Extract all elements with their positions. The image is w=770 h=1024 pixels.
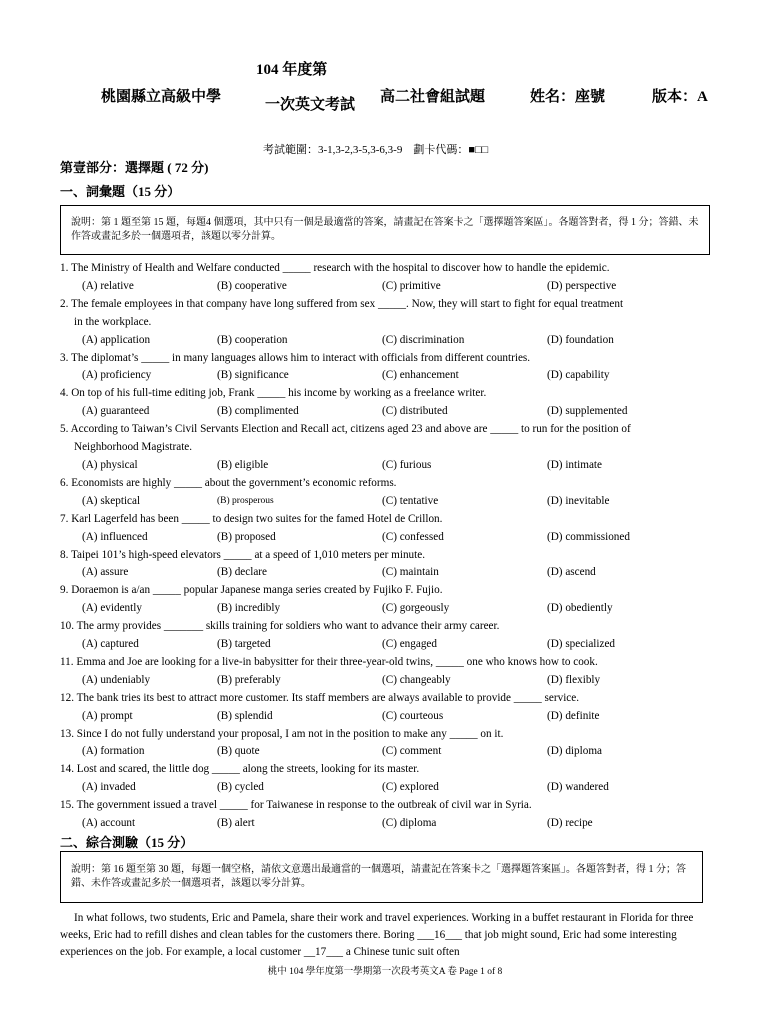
question-list bbox=[60, 260, 715, 833]
question-item bbox=[60, 726, 715, 762]
answer-option: (A) account bbox=[82, 817, 136, 830]
question-stem-text: 6. Economists are highly _____ about the government’s economic reforms. bbox=[60, 476, 397, 489]
answer-option: (A) proficiency bbox=[82, 369, 152, 382]
question-stem bbox=[60, 475, 715, 493]
question-stem bbox=[60, 582, 715, 600]
part-one-title: 第壹部分：選擇題 ( 72 分) bbox=[60, 160, 209, 175]
answer-option: (D) inevitable bbox=[547, 494, 610, 507]
section-one-instructions bbox=[60, 205, 710, 255]
option-row bbox=[60, 636, 715, 654]
question-stem-text: 1. The Ministry of Health and Welfare conducted _____ research with the hospital to discover how to handle the epidemic. bbox=[60, 262, 610, 274]
answer-option: (D) perspective bbox=[547, 279, 617, 292]
section-two-title: 二、綜合測驗（15 分） bbox=[60, 835, 194, 850]
answer-option: (A) evidently bbox=[82, 602, 142, 615]
question-stem bbox=[60, 260, 715, 278]
version-label: 版本：A bbox=[652, 89, 708, 105]
answer-option: (B) complimented bbox=[217, 405, 299, 418]
option-row bbox=[60, 457, 715, 475]
question-stem-text: 8. Taipei 101’s high-speed elevators _____ at a speed of 1,010 meters per minute. bbox=[60, 548, 425, 561]
section-one-instructions-text: 說明：第 1 題至第 15 題，每題4 個選項，其中只有一個是最適當的答案，請畫記在答案卡之「選擇題答案區」。各題答對者，得 1 分；答錯、未作答或畫記多於一個選項者，該題以零分計算。 bbox=[71, 217, 699, 242]
question-item bbox=[60, 475, 715, 511]
exam-scope: 考試範圍：3-1,3-2,3-5,3-6,3-9 劃卡代碼：■□□ bbox=[263, 144, 489, 156]
question-stem bbox=[60, 350, 715, 368]
section-two-instructions-text: 說明：第 16 題至第 30 題，每題一個空格，請依文意選出最適當的一個選項，請畫記在答案卡之「選擇題答案區」。各題答對者，得 1 分；答錯、未作答或畫記多於一個選項者，該題以零分計算。 bbox=[71, 864, 686, 889]
answer-option: (D) diploma bbox=[547, 745, 602, 758]
question-stem-continuation: Neighborhood Magistrate. bbox=[74, 441, 193, 454]
answer-option: (B) preferably bbox=[217, 673, 281, 686]
option-row bbox=[60, 493, 715, 511]
question-item bbox=[60, 385, 715, 421]
class-label: 高二社會組試題 bbox=[380, 89, 486, 105]
answer-option: (B) cooperation bbox=[217, 333, 288, 346]
question-stem-text: 3. The diplomat’s _____ in many languages allows him to interact with officials from different countries. bbox=[60, 351, 531, 364]
answer-option: (D) obediently bbox=[547, 602, 613, 615]
question-stem-text: 2. The female employees in that company have long suffered from sex _____. Now, they will start to fight for equal treatment bbox=[60, 297, 624, 310]
answer-option: (D) flexibly bbox=[547, 673, 601, 686]
option-row bbox=[60, 564, 715, 582]
answer-option: (B) alert bbox=[217, 817, 255, 830]
answer-option: (C) courteous bbox=[382, 709, 444, 722]
answer-option: (C) explored bbox=[382, 781, 439, 794]
option-row bbox=[60, 367, 715, 385]
answer-option: (A) influenced bbox=[82, 530, 148, 543]
question-stem-text: 13. Since I do not fully understand your proposal, I am not in the position to make any _____ on it. bbox=[60, 727, 504, 740]
answer-option: (B) significance bbox=[217, 369, 289, 382]
answer-option: (B) prosperous bbox=[217, 495, 274, 506]
question-stem bbox=[60, 690, 715, 708]
answer-option: (D) ascend bbox=[547, 566, 596, 579]
answer-option: (B) targeted bbox=[217, 638, 271, 651]
question-item bbox=[60, 690, 715, 726]
option-row bbox=[60, 403, 715, 421]
option-row bbox=[60, 815, 715, 833]
answer-option: (A) skeptical bbox=[82, 494, 141, 507]
question-item bbox=[60, 421, 715, 475]
question-item bbox=[60, 260, 715, 296]
page-footer: 桃中 104 學年度第一學期第一次段考英文A 卷 Page 1 of 8 bbox=[267, 967, 503, 977]
answer-option: (D) specialized bbox=[547, 638, 616, 651]
question-stem-text: 10. The army provides _______ skills training for soldiers who want to advance their army career. bbox=[60, 620, 500, 633]
answer-option: (A) prompt bbox=[82, 709, 133, 722]
question-stem bbox=[60, 385, 715, 403]
option-row bbox=[60, 708, 715, 726]
question-item bbox=[60, 618, 715, 654]
question-item bbox=[60, 350, 715, 386]
school-title: 桃園縣立高級中學 bbox=[101, 89, 222, 105]
answer-option: (D) supplemented bbox=[547, 405, 628, 418]
answer-option: (C) enhancement bbox=[382, 369, 459, 382]
question-stem bbox=[60, 511, 715, 529]
answer-option: (B) proposed bbox=[217, 530, 276, 543]
answer-option: (A) invaded bbox=[82, 781, 136, 794]
answer-option: (D) definite bbox=[547, 709, 600, 722]
answer-option: (A) guaranteed bbox=[82, 405, 150, 418]
question-stem-text: 11. Emma and Joe are looking for a live-in babysitter for their three-year-old twins, _____ one who knows how to cook. bbox=[60, 655, 598, 668]
answer-option: (C) engaged bbox=[382, 638, 437, 651]
answer-option: (C) distributed bbox=[382, 405, 448, 418]
section-two-instructions bbox=[60, 851, 703, 903]
question-stem bbox=[60, 618, 715, 636]
answer-option: (B) incredibly bbox=[217, 602, 281, 615]
question-stem-text: 7. Karl Lagerfeld has been _____ to design two suites for the famed Hotel de Crillon. bbox=[60, 512, 443, 525]
question-item bbox=[60, 547, 715, 583]
answer-option: (C) primitive bbox=[382, 279, 441, 292]
question-stem-text: 4. On top of his full-time editing job, Frank _____ his income by working as a freelance writer. bbox=[60, 387, 487, 400]
question-item bbox=[60, 511, 715, 547]
question-stem-text: 12. The bank tries its best to attract more customer. Its staff members are always available to provide _____ service. bbox=[60, 691, 580, 704]
option-row bbox=[60, 779, 715, 797]
option-row bbox=[60, 278, 715, 296]
question-stem bbox=[60, 421, 715, 457]
question-item bbox=[60, 654, 715, 690]
answer-option: (A) relative bbox=[82, 279, 134, 292]
answer-option: (C) furious bbox=[382, 458, 432, 471]
option-row bbox=[60, 529, 715, 547]
question-stem bbox=[60, 547, 715, 565]
answer-option: (A) undeniably bbox=[82, 673, 151, 686]
question-stem bbox=[60, 797, 715, 815]
answer-option: (C) diploma bbox=[382, 817, 437, 830]
exam-year-label: 104 年度第 bbox=[256, 62, 328, 78]
answer-option: (D) intimate bbox=[547, 458, 602, 471]
answer-option: (D) recipe bbox=[547, 817, 593, 830]
question-item bbox=[60, 761, 715, 797]
reading-passage: In what follows, two students, Eric and Pamela, share their work and travel experiences. Working in a buffet restaurant in Florida for three weeks, Eric had to refill dishes and clean tables for the customers there. Boring ___16___ that job might sound, Eric had some interesting experiences on the job. For example, a local customer __17___ a Chinese tunic suit often bbox=[60, 912, 694, 958]
question-stem bbox=[60, 726, 715, 744]
question-stem-text: 14. Lost and scared, the little dog _____ along the streets, looking for its master. bbox=[60, 763, 420, 776]
question-stem-text: 5. According to Taiwan’s Civil Servants Election and Recall act, citizens aged 23 and above are _____ to run for the position of bbox=[60, 423, 631, 436]
question-stem bbox=[60, 761, 715, 779]
option-row bbox=[60, 332, 715, 350]
answer-option: (B) declare bbox=[217, 566, 267, 579]
question-item bbox=[60, 296, 715, 350]
answer-option: (A) physical bbox=[82, 458, 138, 471]
option-row bbox=[60, 672, 715, 690]
answer-option: (B) splendid bbox=[217, 709, 273, 722]
answer-option: (D) foundation bbox=[547, 333, 614, 346]
answer-option: (B) quote bbox=[217, 745, 260, 758]
answer-option: (B) cycled bbox=[217, 781, 264, 794]
answer-option: (C) discrimination bbox=[382, 333, 465, 346]
answer-option: (C) comment bbox=[382, 745, 442, 758]
question-item bbox=[60, 797, 715, 833]
answer-option: (B) cooperative bbox=[217, 279, 287, 292]
answer-option: (C) maintain bbox=[382, 566, 439, 579]
section-one-title: 一、詞彙題（15 分） bbox=[60, 184, 181, 199]
question-stem-continuation: in the workplace. bbox=[74, 315, 152, 328]
answer-option: (A) application bbox=[82, 333, 151, 346]
question-stem-text: 15. The government issued a travel _____ for Taiwanese in response to the outbreak of civil war in Syria. bbox=[60, 799, 532, 812]
answer-option: (A) assure bbox=[82, 566, 129, 579]
answer-option: (C) tentative bbox=[382, 494, 439, 507]
answer-option: (A) captured bbox=[82, 638, 139, 651]
question-stem-text: 9. Doraemon is a/an _____ popular Japanese manga series created by Fujiko F. Fujio. bbox=[60, 584, 443, 597]
answer-option: (C) changeably bbox=[382, 673, 451, 686]
question-stem bbox=[60, 296, 715, 332]
option-row bbox=[60, 743, 715, 761]
answer-option: (D) commissioned bbox=[547, 530, 630, 543]
question-stem bbox=[60, 654, 715, 672]
answer-option: (C) gorgeously bbox=[382, 602, 450, 615]
question-item bbox=[60, 582, 715, 618]
answer-option: (C) confessed bbox=[382, 530, 444, 543]
exam-name: 一次英文考試 bbox=[265, 97, 356, 113]
answer-option: (D) wandered bbox=[547, 781, 609, 794]
answer-option: (B) eligible bbox=[217, 458, 269, 471]
answer-option: (D) capability bbox=[547, 369, 610, 382]
option-row bbox=[60, 600, 715, 618]
name-label: 姓名：座號 bbox=[530, 89, 606, 105]
answer-option: (A) formation bbox=[82, 745, 145, 758]
